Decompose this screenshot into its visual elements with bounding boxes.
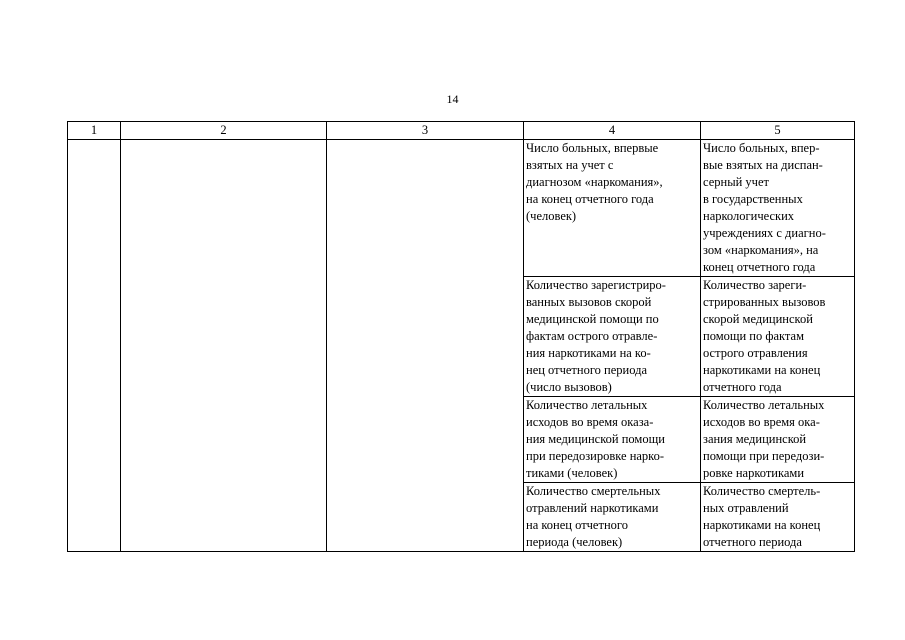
cell-col-3: [327, 140, 524, 552]
header-col-3: 3: [327, 122, 524, 140]
indicator-col5-cell: Количество летальных исходов во время ока- зания медицинской помощи при передози- ровке наркотиками: [701, 397, 855, 483]
indicator-col5-cell: Количество зареги- стрированных вызовов скорой медицинской помощи по фактам острого отравления наркотиками на конец отчетного года: [701, 277, 855, 397]
indicator-col5-cell: Число больных, впер- вые взятых на диспан- серный учет в государственных наркологических учреждениях с диагно- зом «наркомания», на конец отчетного года: [701, 140, 855, 277]
indicator-col4-cell: Количество смертельных отравлений наркотиками на конец отчетного периода (человек): [524, 483, 701, 552]
header-row: [68, 122, 855, 140]
cell-col-1: [68, 140, 121, 552]
indicator-col4-cell: Количество зарегистриро- ванных вызовов скорой медицинской помощи по фактам острого отравле- ния наркотиками на ко- нец отчетного периода (число вызовов): [524, 277, 701, 397]
cell-col-2: [121, 140, 327, 552]
header-col-2: 2: [121, 122, 327, 140]
header-col-1: 1: [68, 122, 121, 140]
indicators-table: [67, 121, 855, 552]
indicator-col4-cell: Количество летальных исходов во время оказа- ния медицинской помощи при передозировке нарко- тиками (человек): [524, 397, 701, 483]
page-number: 14: [446, 92, 459, 106]
table-row: [68, 140, 855, 277]
header-col-5: 5: [701, 122, 855, 140]
header-col-4: 4: [524, 122, 701, 140]
indicator-col4-cell: Число больных, впервые взятых на учет с диагнозом «наркомания», на конец отчетного года (человек): [524, 140, 701, 277]
indicator-col5-cell: Количество смертель- ных отравлений наркотиками на конец отчетного периода: [701, 483, 855, 552]
